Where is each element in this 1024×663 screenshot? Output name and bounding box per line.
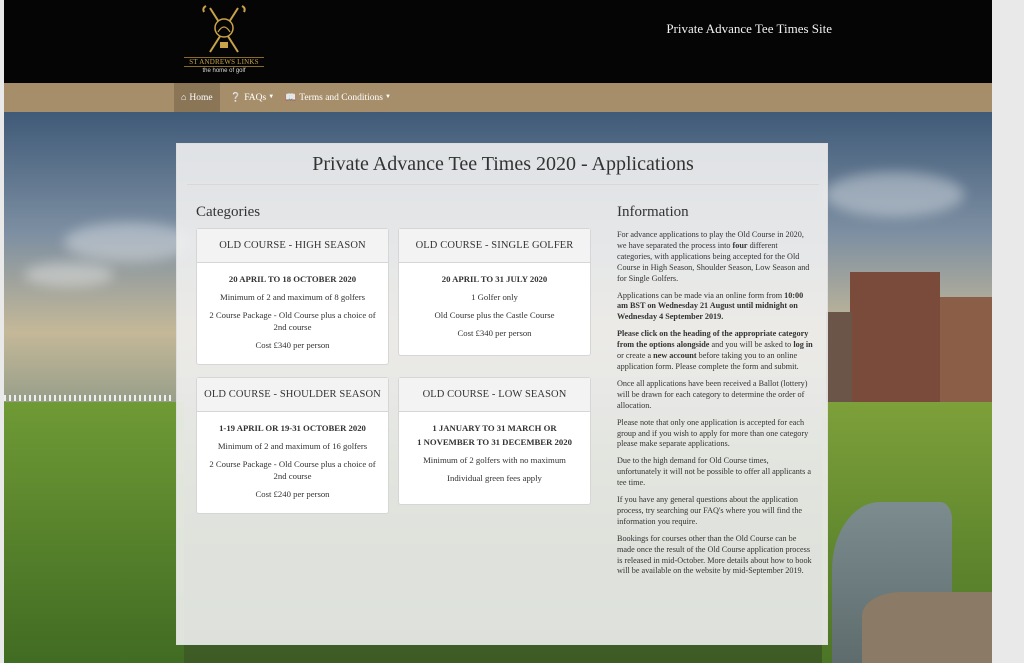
info-text: For advance applications to play the Old Course in 2020, we have separated the process into bbox=[617, 230, 804, 250]
info-text: or create a bbox=[617, 351, 654, 361]
category-package: 2 Course Package - Old Course plus a choice of 2nd course bbox=[209, 310, 376, 332]
st-andrews-logo[interactable] bbox=[184, 2, 264, 78]
new-account-link[interactable]: new account bbox=[653, 351, 697, 361]
cloud bbox=[24, 262, 114, 287]
book-icon: 📖 bbox=[285, 92, 297, 102]
nav-terms-label: Terms and Conditions bbox=[299, 93, 383, 103]
nav-home-label: Home bbox=[189, 93, 213, 103]
info-text: before taking you to an online application form. Please complete the form and submit. bbox=[617, 351, 799, 371]
categories-heading: Categories bbox=[196, 204, 261, 220]
category-fees: Individual green fees apply bbox=[447, 473, 542, 483]
divider bbox=[187, 184, 819, 185]
nav-home[interactable] bbox=[174, 83, 220, 112]
log-in-link[interactable]: log in bbox=[793, 340, 813, 350]
fairway-left bbox=[4, 402, 184, 663]
category-dates: 1 JANUARY TO 31 MARCH OR bbox=[432, 423, 557, 433]
fence bbox=[4, 395, 174, 401]
nav-terms[interactable] bbox=[278, 83, 398, 112]
category-dates-second: 1 NOVEMBER TO 31 DECEMBER 2020 bbox=[417, 437, 572, 447]
category-body bbox=[399, 412, 590, 500]
page-title: Private Advance Tee Times 2020 - Applications bbox=[312, 153, 694, 175]
category-heading-high-season[interactable]: OLD COURSE - HIGH SEASON bbox=[197, 229, 388, 263]
info-paragraph: Bookings for courses other than the Old Course can be made once the result of the Old Course application process is released in mid-October. More details about how to book will be available on the website by mid-September 2019. bbox=[617, 533, 812, 576]
information-text bbox=[617, 230, 813, 583]
category-package: 2 Course Package - Old Course plus a choice of 2nd course bbox=[209, 459, 376, 481]
page-frame bbox=[4, 0, 992, 663]
question-circle-icon: ❔ bbox=[230, 92, 242, 102]
home-icon: ⌂ bbox=[181, 92, 187, 102]
info-paragraph: If you have any general questions about the application process, try searching our FAQ's where you will find the information you require. bbox=[617, 495, 803, 526]
category-card-low-season bbox=[398, 377, 591, 505]
nav-faqs-label: FAQs bbox=[244, 93, 267, 103]
info-bold: four bbox=[732, 240, 748, 250]
applications-panel bbox=[176, 143, 828, 645]
building bbox=[940, 297, 992, 402]
site-title: Private Advance Tee Times Site bbox=[666, 21, 832, 36]
category-heading-single-golfer[interactable]: OLD COURSE - SINGLE GOLFER bbox=[399, 229, 590, 263]
category-golfers: Minimum of 2 golfers with no maximum bbox=[423, 455, 566, 465]
info-bold: 10:00 am BST on Wednesday 21 August until midnight on Wednesday 4 September 2019. bbox=[617, 290, 804, 322]
category-golfers: Minimum of 2 and maximum of 8 golfers bbox=[219, 292, 365, 302]
category-heading-low-season[interactable]: OLD COURSE - LOW SEASON bbox=[399, 378, 590, 412]
crossed-clubs-logo-icon bbox=[184, 2, 264, 58]
info-bold: Please click on the heading of the appropriate category from the options alongside bbox=[617, 329, 809, 350]
main-nav bbox=[4, 83, 992, 112]
info-text: different categories, with applications being accepted for the Old Course in High Season, Shoulder Season, Low Season and for Single Golfers. bbox=[617, 240, 810, 283]
cloud bbox=[824, 172, 964, 217]
nav-faqs[interactable] bbox=[223, 83, 281, 112]
building bbox=[826, 312, 852, 402]
category-dates: 20 APRIL TO 31 JULY 2020 bbox=[441, 274, 548, 284]
category-cost: Cost £340 per person bbox=[457, 328, 532, 338]
category-heading-shoulder-season[interactable]: OLD COURSE - SHOULDER SEASON bbox=[197, 378, 388, 412]
cloud bbox=[64, 222, 194, 262]
info-paragraph: Once all applications have been received a Ballot (lottery) will be drawn for each category to determine the order of allocation. bbox=[617, 378, 808, 410]
site-header bbox=[4, 0, 992, 83]
caret-down-icon: ▼ bbox=[268, 94, 275, 101]
category-card-shoulder-season bbox=[196, 377, 389, 514]
category-package: Old Course plus the Castle Course bbox=[434, 310, 555, 320]
info-paragraph bbox=[617, 230, 813, 285]
stone-bridge bbox=[862, 592, 992, 663]
category-cost: Cost £340 per person bbox=[255, 340, 330, 350]
category-card-high-season bbox=[196, 228, 389, 365]
info-paragraph bbox=[617, 291, 813, 324]
category-cost: Cost £240 per person bbox=[255, 489, 330, 499]
info-text: and you will be asked to bbox=[709, 340, 794, 350]
info-paragraph: Due to the high demand for Old Course times, unfortunately it will not be possible to offer all applicants a tee time. bbox=[617, 456, 812, 488]
category-body bbox=[399, 263, 590, 355]
info-paragraph bbox=[617, 329, 813, 373]
category-golfers: 1 Golfer only bbox=[471, 292, 518, 302]
category-card-single-golfer bbox=[398, 228, 591, 356]
information-heading: Information bbox=[617, 204, 689, 220]
info-text: Applications can be made via an online form from bbox=[617, 290, 785, 300]
logo-tagline: the home of golf bbox=[202, 68, 246, 74]
caret-down-icon: ▼ bbox=[385, 94, 391, 101]
category-dates: 1-19 APRIL OR 19-31 OCTOBER 2020 bbox=[219, 423, 366, 433]
building bbox=[850, 272, 940, 402]
category-body bbox=[197, 263, 388, 367]
category-dates: 20 APRIL TO 18 OCTOBER 2020 bbox=[228, 274, 357, 284]
category-golfers: Minimum of 2 and maximum of 16 golfers bbox=[217, 441, 368, 451]
info-paragraph: Please note that only one application is accepted for each group and if you wish to apply for more than one category please make separate applications. bbox=[617, 417, 809, 449]
category-body bbox=[197, 412, 388, 516]
logo-name: ST ANDREWS LINKS bbox=[184, 57, 264, 67]
